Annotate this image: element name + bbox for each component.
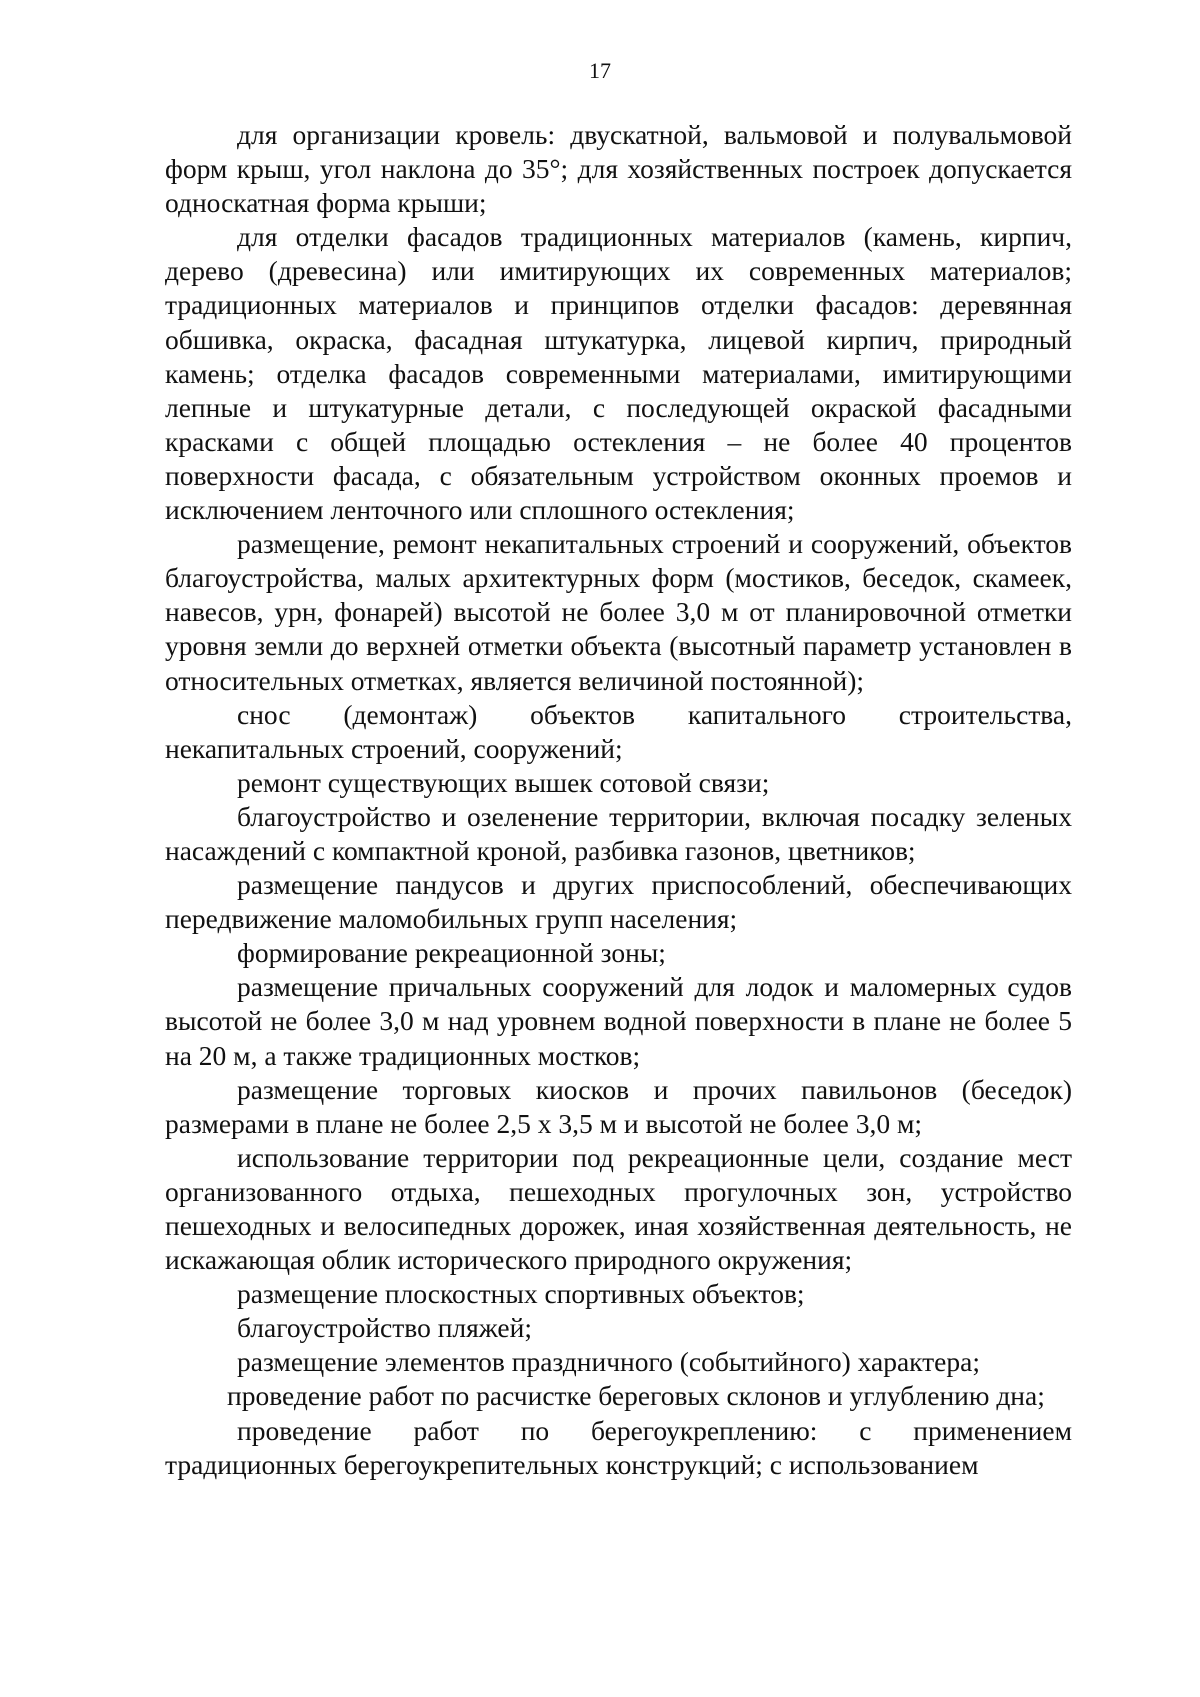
paragraph-kiosks: размещение торговых киосков и прочих павильонов (беседок) размерами в плане не более 2,5 х 3,5 м и высотой не более 3,0 м; (165, 1073, 1072, 1139)
paragraph-sports-objects: размещение плоскостных спортивных объектов; (237, 1278, 805, 1310)
paragraph-territory-use: использование территории под рекреационные цели, создание мест организованного отдыха, пешеходных прогулочных зон, устройство пешеходных и велосипедных дорожек, иная хозяйственная деятельность, не искажающая облик исторического природного окружения; (165, 1141, 1072, 1276)
paragraph-festive-elements: размещение элементов праздничного (событийного) характера; (237, 1346, 980, 1378)
paragraph-bank-protection: проведение работ по берегоукреплению: с применением традиционных берегоукрепительных конструкций; с использованием (165, 1414, 1072, 1480)
page-number: 17 (589, 58, 611, 83)
paragraph-beaches: благоустройство пляжей; (237, 1312, 532, 1344)
paragraph-facades: для отделки фасадов традиционных материалов (камень, кирпич, дерево (древесина) или имитирующих их современных материалов; традиционных материалов и принципов отделки фасадов: деревянная обшивка, окраска, фасадная штукатурка, лицевой кирпич, природный камень; отделка фасадов современными материалами, имитирующими лепные и штукатурные детали, с последующей окраской фасадными красками с общей площадью остекления – не более 40 процентов поверхности фасада, с обязательным устройством оконных проемов и исключением ленточного или сплошного остекления; (165, 221, 1072, 526)
paragraph-cell-towers: ремонт существующих вышек сотовой связи; (237, 766, 770, 798)
paragraph-slope-clearing: проведение работ по расчистке береговых склонов и углублению дна; (227, 1380, 1045, 1412)
paragraph-demolition: снос (демонтаж) объектов капитального строительства, некапитальных строений, сооружений; (165, 698, 1072, 764)
paragraph-non-capital-structures: размещение, ремонт некапитальных строений и сооружений, объектов благоустройства, малых архитектурных форм (мостиков, беседок, скамеек, навесов, урн, фонарей) высотой не более 3,0 м от планировочной отметки уровня земли до верхней отметки объекта (высотный параметр установлен в относительных отметках, является величиной постоянной); (165, 528, 1072, 696)
paragraph-recreation-zone: формирование рекреационной зоны; (237, 937, 666, 969)
paragraph-moorings: размещение причальных сооружений для лодок и маломерных судов высотой не более 3,0 м над уровнем водной поверхности в плане не более 5 на 20 м, а также традиционных мостков; (165, 971, 1072, 1071)
paragraph-ramps: размещение пандусов и других приспособлений, обеспечивающих передвижение маломобильных групп населения; (165, 869, 1072, 935)
paragraph-landscaping: благоустройство и озеленение территории, включая посадку зеленых насаждений с компактной кроной, разбивка газонов, цветников; (165, 800, 1072, 866)
document-body (165, 118, 1072, 1482)
paragraph-roofs: для организации кровель: двускатной, вальмовой и полувальмовой форм крыш, угол наклона до 35°; для хозяйственных построек допускается односкатная форма крыши; (165, 119, 1072, 219)
